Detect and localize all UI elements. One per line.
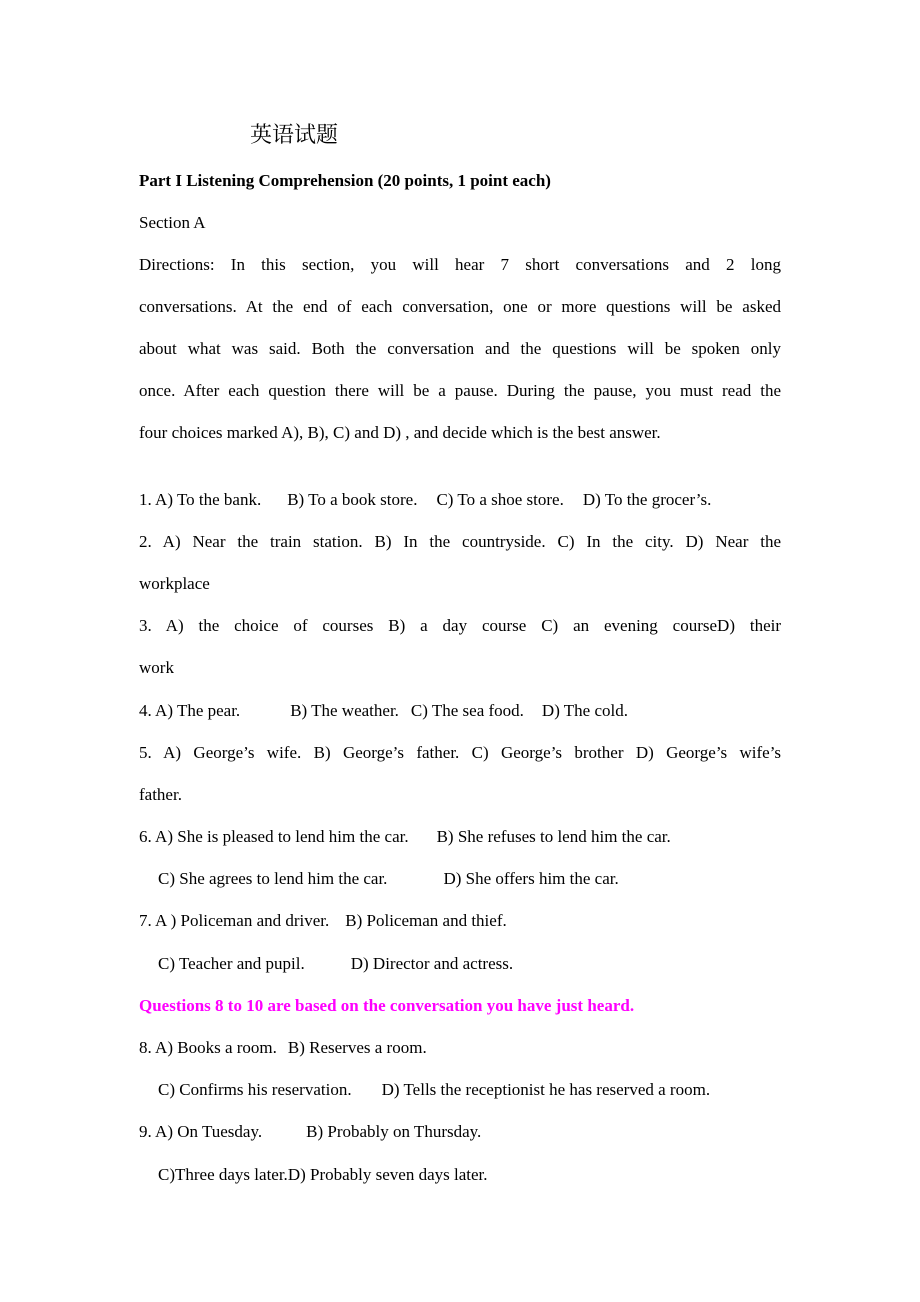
question-5 (139, 742, 781, 764)
q6-option-a: 6. A) She is pleased to lend him the car. (139, 827, 409, 846)
q5-option-b: B) George’s father. (313, 743, 460, 762)
q7-option-b: B) Policeman and thief. (345, 911, 507, 930)
q2-continuation: workplace (139, 574, 210, 593)
question-9 (139, 1121, 781, 1143)
q2-option-d: D) (685, 532, 704, 551)
question-1 (139, 489, 781, 511)
section-label: Section A (139, 213, 206, 232)
q8-option-d: D) Tells the receptionist he has reserved a room. (381, 1080, 711, 1099)
question-2 (139, 531, 781, 553)
q2-option-a: 2. A) Near the train station. (139, 532, 363, 551)
q9-option-d: D) Probably seven days later. (287, 1165, 488, 1184)
q5-option-a: 5. A) George’s wife. (139, 743, 302, 762)
q6-option-d: D) She offers him the car. (443, 869, 619, 888)
q8-option-a: 8. A) Books a room. (139, 1038, 277, 1057)
q7-option-c: C) Teacher and pupil. (158, 954, 305, 973)
question-8 (139, 1037, 781, 1059)
question-7 (139, 910, 781, 932)
question-7-line-2 (139, 953, 781, 975)
directions-line-5: four choices marked A), B), C) and D) , and decide which is the best answer. (139, 423, 661, 442)
question-3 (139, 615, 781, 637)
q6-option-b: B) She refuses to lend him the car. (436, 827, 671, 846)
q6-option-c: C) She agrees to lend him the car. (158, 869, 388, 888)
question-4 (139, 700, 781, 722)
question-8-line-2 (139, 1079, 781, 1101)
q1-option-a: 1. A) To the bank. (139, 490, 262, 509)
page-title: 英语试题 (250, 123, 339, 148)
q2-option-c: C) In the city. (557, 532, 674, 551)
q7-option-a: 7. A ) Policeman and driver. (139, 911, 330, 930)
part-heading: Part I Listening Comprehension (20 points, 1 point each) (139, 171, 551, 190)
q4-option-a: 4. A) The pear. (139, 701, 241, 720)
q1-option-d: D) To the grocer’s. (582, 490, 712, 509)
q4-option-c: C) The sea food. (410, 701, 524, 720)
q1-option-c: C) To a shoe store. (436, 490, 564, 509)
question-9-line-2 (139, 1164, 781, 1186)
q3-option-c: C) an evening courseD) (541, 616, 735, 635)
q5-continuation: father. (139, 785, 182, 804)
q2-option-b: B) In the countryside. (374, 532, 546, 551)
q9-option-c: C)Three days later. (158, 1165, 288, 1184)
q9-option-b: B) Probably on Thursday. (306, 1122, 482, 1141)
q3-continuation: work (139, 658, 174, 677)
q4-option-b: B) The weather. (290, 701, 399, 720)
q4-option-d: D) The cold. (541, 701, 629, 720)
q7-option-d: D) Director and actress. (350, 954, 514, 973)
q3-option-d: their (749, 616, 782, 635)
q1-option-b: B) To a book store. (287, 490, 418, 509)
q5-option-d: D) George’s wife’s (635, 743, 782, 762)
directions-line-4: once. After each question there will be a pause. During the pause, you must read the (139, 381, 781, 400)
directions-line-3: about what was said. Both the conversation and the questions will be spoken only (139, 339, 781, 358)
directions-line-2: conversations. At the end of each conversation, one or more questions will be asked (139, 297, 781, 316)
q3-option-a: 3. A) the choice of courses (139, 616, 374, 635)
q9-option-a: 9. A) On Tuesday. (139, 1122, 263, 1141)
q8-option-b: B) Reserves a room. (287, 1038, 427, 1057)
q2-option-d-word-2: the (760, 532, 782, 551)
directions-line-1: Directions: In this section, you will hear 7 short conversations and 2 long (139, 255, 781, 274)
question-6 (139, 826, 781, 848)
q2-option-d-word-1: Near (715, 532, 749, 551)
q5-option-c: C) George’s brother (471, 743, 624, 762)
q3-option-b: B) a day course (388, 616, 527, 635)
questions-8-10-note: Questions 8 to 10 are based on the conversation you have just heard. (139, 996, 635, 1015)
q8-option-c: C) Confirms his reservation. (158, 1080, 352, 1099)
question-6-line-2 (139, 868, 781, 890)
